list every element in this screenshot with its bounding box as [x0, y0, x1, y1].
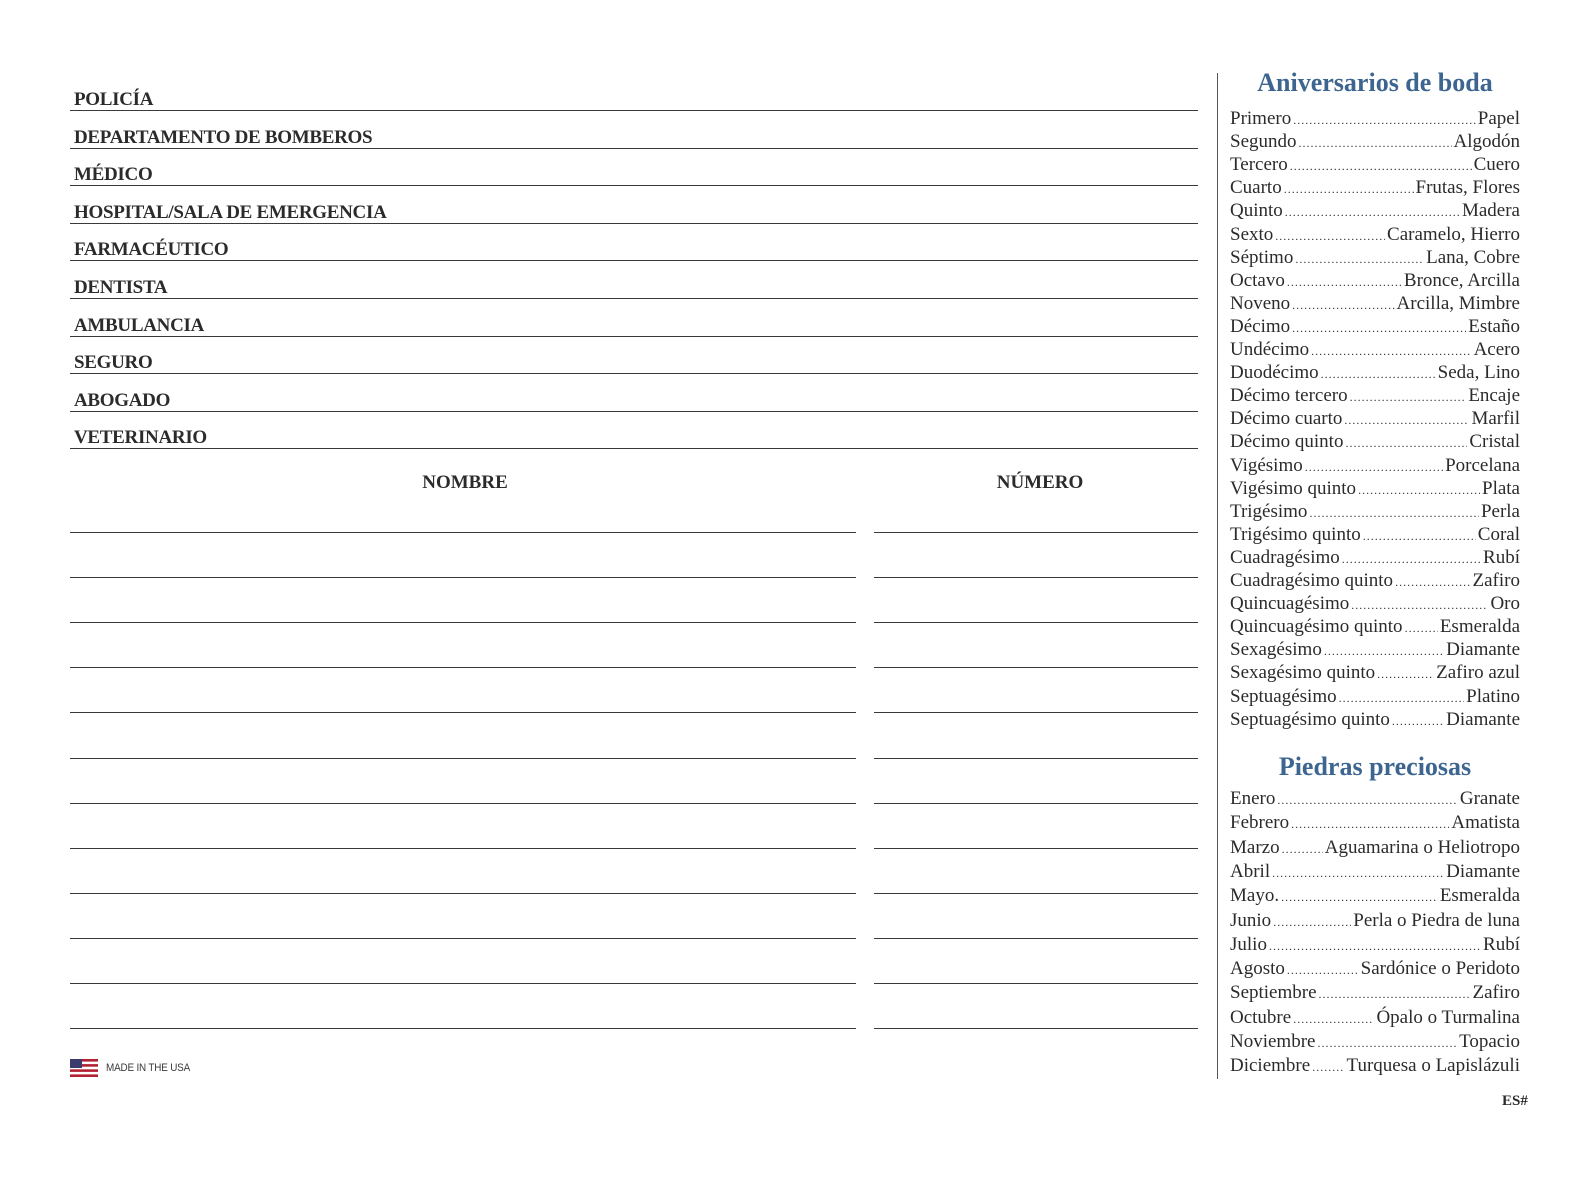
contact-row[interactable] [70, 336, 1198, 374]
leader-dots [1291, 813, 1449, 836]
leader-dots [1295, 248, 1424, 271]
anniversary-entry [1230, 315, 1520, 340]
entry-value: Esmeralda [1439, 616, 1520, 638]
contact-row[interactable] [70, 73, 1198, 111]
entry-label: Sexto [1230, 223, 1274, 245]
leader-dots [1324, 640, 1444, 663]
leader-dots [1281, 886, 1438, 909]
entry-label: Tercero [1230, 154, 1288, 176]
entry-label: Octubre [1230, 1006, 1292, 1028]
name-line[interactable] [70, 893, 856, 894]
emergency-contacts-panel [70, 0, 1198, 1192]
contact-label: VETERINARIO [74, 427, 207, 449]
anniversary-entry [1230, 661, 1520, 686]
anniversary-entry [1230, 523, 1520, 548]
entry-label: Cuadragésimo [1230, 546, 1340, 568]
entry-label: Sexagésimo quinto [1230, 662, 1376, 684]
anniversary-entry [1230, 269, 1520, 294]
entry-value: Zafiro azul [1436, 662, 1520, 684]
entry-value: Cristal [1469, 431, 1520, 453]
leader-dots [1292, 317, 1466, 340]
entry-value: Lana, Cobre [1426, 246, 1520, 268]
anniversary-entry [1230, 638, 1520, 663]
leader-dots [1275, 225, 1385, 248]
number-line[interactable] [874, 758, 1198, 759]
entry-value: Rubí [1483, 933, 1520, 955]
entry-label: Cuarto [1230, 177, 1282, 199]
gemstone-entry [1230, 1030, 1520, 1055]
gemstone-entry [1230, 811, 1520, 836]
anniversary-entry [1230, 454, 1520, 479]
number-line[interactable] [874, 667, 1198, 668]
gemstone-entry [1230, 787, 1520, 812]
number-line[interactable] [874, 622, 1198, 623]
entry-label: Séptimo [1230, 246, 1294, 268]
entry-label: Sexagésimo [1230, 639, 1322, 661]
entry-label: Décimo tercero [1230, 385, 1348, 407]
number-line[interactable] [874, 712, 1198, 713]
number-line[interactable] [874, 1028, 1198, 1029]
number-line[interactable] [874, 577, 1198, 578]
contact-row[interactable] [70, 299, 1198, 337]
name-column-header: NOMBRE [422, 472, 508, 493]
contact-label: FARMACÉUTICO [74, 239, 229, 261]
leader-dots [1311, 340, 1471, 363]
entry-value: Bronce, Arcilla [1403, 269, 1520, 291]
entry-value: Zafiro [1472, 570, 1520, 591]
entry-label: Quinto [1230, 200, 1283, 222]
entry-value: Granate [1459, 788, 1520, 809]
entry-label: Julio [1230, 933, 1267, 955]
entry-value: Porcelana [1445, 454, 1520, 476]
number-line[interactable] [874, 803, 1198, 804]
number-column-header: NÚMERO [996, 472, 1084, 493]
entry-value: Estaño [1468, 315, 1520, 337]
leader-dots [1290, 155, 1472, 178]
anniversary-entry [1230, 592, 1520, 617]
leader-dots [1339, 687, 1465, 710]
entry-label: Duodécimo [1230, 362, 1319, 384]
entry-value: Marfil [1471, 408, 1520, 430]
leader-dots [1363, 525, 1476, 548]
gemstone-entry [1230, 1054, 1520, 1079]
entry-label: Segundo [1230, 131, 1297, 153]
entry-label: Cuadragésimo quinto [1230, 570, 1394, 591]
entry-value: Papel [1477, 108, 1520, 129]
entry-label: Quincuagésimo [1230, 593, 1350, 615]
leader-dots [1287, 271, 1402, 294]
entry-label: Septuagésimo quinto [1230, 708, 1390, 730]
gemstone-entry [1230, 957, 1520, 982]
leader-dots [1273, 911, 1351, 934]
leader-dots [1293, 1008, 1374, 1031]
gemstones-title: Piedras preciosas [1278, 752, 1472, 781]
entry-value: Encaje [1468, 385, 1520, 407]
contact-label: DENTISTA [74, 277, 168, 298]
leader-dots [1272, 862, 1444, 885]
gemstone-entry [1230, 1006, 1520, 1031]
entry-label: Mayo. [1230, 885, 1280, 907]
entry-value: Algodón [1453, 131, 1520, 153]
leader-dots [1344, 409, 1469, 432]
anniversary-entry [1230, 546, 1520, 571]
contact-row[interactable] [70, 223, 1198, 261]
entry-value: Rubí [1483, 546, 1520, 568]
leader-dots [1312, 1056, 1344, 1079]
contact-row[interactable] [70, 374, 1198, 412]
entry-label: Septuagésimo [1230, 685, 1337, 707]
contact-row[interactable] [70, 148, 1198, 186]
gemstone-entry [1230, 836, 1520, 861]
entry-label: Agosto [1230, 958, 1285, 980]
number-line[interactable] [874, 893, 1198, 894]
entry-value: Diamante [1446, 708, 1520, 730]
gemstone-entry [1230, 981, 1520, 1006]
us-flag-icon [70, 1059, 98, 1077]
anniversary-entry [1230, 199, 1520, 224]
name-line[interactable] [70, 532, 856, 533]
entry-label: Trigésimo quinto [1230, 523, 1361, 545]
leader-dots [1345, 432, 1467, 455]
leader-dots [1342, 548, 1481, 571]
leader-dots [1292, 294, 1394, 317]
name-line[interactable] [70, 803, 856, 804]
anniversary-entry [1230, 569, 1520, 594]
anniversary-entry [1230, 615, 1520, 640]
anniversary-entry [1230, 384, 1520, 409]
leader-dots [1309, 502, 1479, 525]
anniversary-entry [1230, 500, 1520, 525]
number-line[interactable] [874, 848, 1198, 849]
entry-value: Ópalo o Turmalina [1376, 1006, 1520, 1028]
entry-label: Septiembre [1230, 982, 1317, 1004]
column-divider [1217, 73, 1218, 1079]
entry-value: Perla [1480, 500, 1520, 522]
anniversary-entry [1230, 130, 1520, 155]
made-in-usa-text: MADE IN THE USA [106, 1062, 191, 1074]
name-line[interactable] [70, 983, 856, 984]
anniversary-entry [1230, 246, 1520, 271]
contact-row[interactable] [70, 411, 1198, 449]
entry-value: Aguamarina o Heliotropo [1324, 836, 1520, 858]
entry-value: Amatista [1451, 812, 1520, 834]
entry-label: Abril [1230, 860, 1271, 882]
anniversary-entry [1230, 430, 1520, 455]
contact-label: ABOGADO [74, 389, 171, 411]
entry-label: Noviembre [1230, 1031, 1316, 1052]
anniversaries-title: Aniversarios de boda [1257, 68, 1493, 97]
anniversary-entry [1230, 292, 1520, 317]
leader-dots [1392, 710, 1444, 733]
entry-label: Octavo [1230, 269, 1285, 291]
contact-label: SEGURO [74, 352, 153, 374]
number-line[interactable] [874, 532, 1198, 533]
entry-label: Enero [1230, 788, 1276, 809]
leader-dots [1293, 109, 1476, 132]
name-line[interactable] [70, 1028, 856, 1029]
leader-dots [1321, 363, 1436, 386]
leader-dots [1269, 935, 1481, 958]
leader-dots [1350, 386, 1467, 409]
contact-label: HOSPITAL/SALA DE EMERGENCIA [74, 201, 387, 223]
entry-value: Turquesa o Lapislázuli [1346, 1055, 1520, 1077]
contact-row[interactable] [70, 111, 1198, 149]
contact-label: AMBULANCIA [74, 314, 205, 336]
name-line[interactable] [70, 622, 856, 623]
leader-dots [1395, 571, 1470, 594]
entry-label: Marzo [1230, 836, 1280, 858]
anniversary-entry [1230, 223, 1520, 248]
entry-value: Coral [1477, 523, 1520, 545]
name-line[interactable] [70, 667, 856, 668]
name-line[interactable] [70, 848, 856, 849]
entry-value: Plata [1482, 477, 1520, 499]
entry-label: Vigésimo quinto [1230, 477, 1357, 499]
name-line[interactable] [70, 712, 856, 713]
leader-dots [1299, 132, 1452, 155]
leader-dots [1405, 617, 1438, 640]
leader-dots [1317, 1032, 1457, 1055]
entry-label: Décimo quinto [1230, 431, 1344, 453]
entry-label: Vigésimo [1230, 454, 1303, 476]
anniversary-entry [1230, 407, 1520, 432]
contact-label: POLICÍA [74, 89, 154, 110]
entry-label: Diciembre [1230, 1055, 1311, 1077]
form-code: ES# [1502, 1093, 1528, 1109]
entry-value: Frutas, Flores [1415, 177, 1520, 199]
gemstone-entry [1230, 909, 1520, 934]
leader-dots [1351, 594, 1488, 617]
entry-label: Décimo cuarto [1230, 408, 1343, 430]
entry-label: Undécimo [1230, 339, 1310, 360]
anniversary-entry [1230, 685, 1520, 710]
anniversary-entry [1230, 708, 1520, 733]
entry-value: Madera [1461, 200, 1520, 222]
name-line[interactable] [70, 577, 856, 578]
entry-value: Platino [1466, 685, 1520, 707]
entry-value: Oro [1490, 593, 1520, 615]
entry-value: Esmeralda [1439, 885, 1520, 907]
entry-value: Caramelo, Hierro [1387, 223, 1520, 245]
leader-dots [1277, 789, 1457, 812]
gemstone-entry [1230, 860, 1520, 885]
leader-dots [1282, 838, 1323, 861]
leader-dots [1284, 178, 1414, 201]
anniversary-entry [1230, 176, 1520, 201]
contact-row[interactable] [70, 186, 1198, 224]
entry-value: Diamante [1446, 860, 1520, 882]
gemstone-entry [1230, 884, 1520, 909]
leader-dots [1305, 456, 1443, 479]
entry-value: Perla o Piedra de luna [1353, 909, 1520, 931]
gemstone-entry [1230, 933, 1520, 958]
made-in-usa-mark [70, 1059, 199, 1077]
anniversary-entry [1230, 153, 1520, 178]
entry-label: Quincuagésimo quinto [1230, 616, 1403, 638]
entry-value: Arcilla, Mimbre [1396, 292, 1520, 314]
entry-label: Junio [1230, 909, 1272, 931]
name-line[interactable] [70, 938, 856, 939]
entry-value: Seda, Lino [1437, 362, 1520, 384]
entry-label: Primero [1230, 108, 1292, 129]
leader-dots [1319, 983, 1471, 1006]
leader-dots [1285, 201, 1460, 224]
entry-value: Sardónice o Peridoto [1360, 958, 1520, 980]
entry-value: Topacio [1459, 1031, 1520, 1052]
number-line[interactable] [874, 983, 1198, 984]
contact-label: MÉDICO [74, 164, 153, 186]
contact-row[interactable] [70, 261, 1198, 299]
contact-label: DEPARTAMENTO DE BOMBEROS [74, 126, 373, 148]
anniversary-entry [1230, 361, 1520, 386]
name-line[interactable] [70, 758, 856, 759]
entry-value: Acero [1473, 339, 1520, 360]
number-line[interactable] [874, 938, 1198, 939]
leader-dots [1358, 479, 1480, 502]
entry-value: Cuero [1473, 154, 1520, 176]
leader-dots [1287, 959, 1359, 982]
anniversary-entry [1230, 338, 1520, 363]
anniversary-entry [1230, 477, 1520, 502]
anniversary-entry [1230, 107, 1520, 132]
entry-label: Décimo [1230, 315, 1291, 337]
leader-dots [1377, 663, 1434, 686]
entry-value: Zafiro [1472, 982, 1520, 1004]
entry-value: Diamante [1446, 639, 1520, 661]
entry-label: Febrero [1230, 812, 1290, 834]
entry-label: Noveno [1230, 292, 1291, 314]
entry-label: Trigésimo [1230, 500, 1308, 522]
